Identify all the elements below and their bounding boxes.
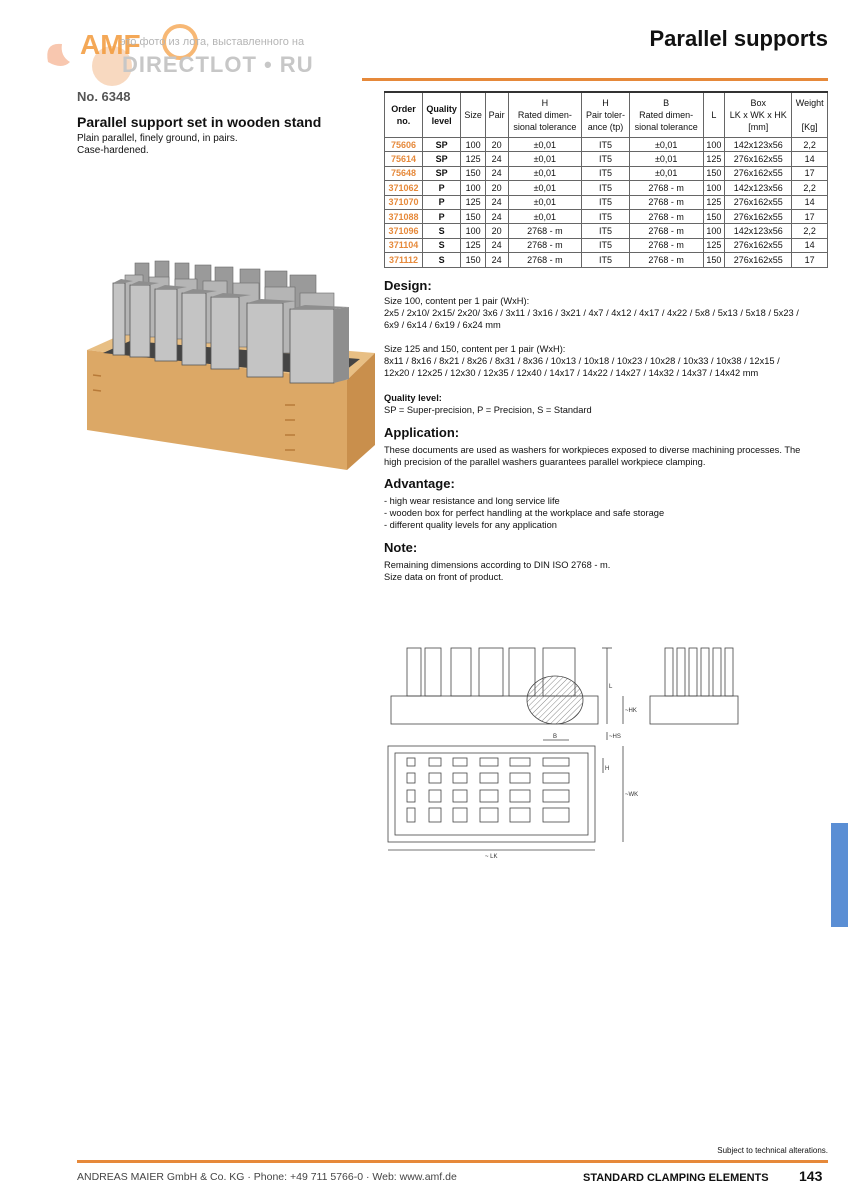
table-row (385, 209, 828, 223)
table-cell: IT5 (582, 152, 630, 166)
dim-label-lk: ~ LK (485, 854, 498, 860)
advantage-item: - wooden box for perfect handling at the workplace and safe storage (384, 508, 665, 518)
dim-label-l: L (609, 684, 613, 690)
column-header: Order no. (385, 92, 423, 138)
note-text: Size data on front of product. (384, 572, 504, 582)
table-cell: 2768 - m (629, 253, 703, 267)
table-cell: ±0,01 (508, 138, 582, 152)
table-cell: 276x162x55 (725, 152, 792, 166)
table-cell: SP (422, 138, 460, 152)
table-cell: 2768 - m (629, 224, 703, 238)
table-cell: 2768 - m (508, 238, 582, 252)
table-cell: ±0,01 (508, 152, 582, 166)
table-cell: 24 (485, 152, 508, 166)
table-cell: 24 (485, 166, 508, 180)
table-cell: 125 (461, 195, 485, 209)
header-divider (362, 78, 828, 81)
application-text: These documents are used as washers for workpieces exposed to diverse machining processes. The (384, 445, 801, 455)
brand-text: AMF (80, 29, 141, 60)
dim-label-h: H (605, 766, 610, 772)
order-number-cell[interactable]: 75614 (385, 152, 423, 166)
table-cell: 276x162x55 (725, 253, 792, 267)
table-row (385, 253, 828, 267)
note-heading: Note: (384, 540, 418, 555)
column-header: Size (461, 92, 485, 138)
table-cell: 2,2 (792, 181, 828, 195)
table-cell: 24 (485, 238, 508, 252)
order-number-cell[interactable]: 371088 (385, 209, 423, 223)
advantage-heading: Advantage: (384, 476, 455, 491)
product-description-line: Plain parallel, finely ground, in pairs. (77, 133, 238, 144)
table-cell: 17 (792, 209, 828, 223)
order-number-cell[interactable]: 75606 (385, 138, 423, 152)
table-cell: 2768 - m (629, 181, 703, 195)
column-header: H Rated dimen- sional tolerance (508, 92, 582, 138)
advantage-item: - high wear resistance and long service life (384, 496, 560, 506)
product-title: Parallel support set in wooden stand (77, 114, 322, 130)
footer-company: ANDREAS MAIER GmbH & Co. KG · Phone: +49 711 5766-0 · Web: www.amf.de (77, 1171, 457, 1183)
table-cell: SP (422, 152, 460, 166)
table-cell: 100 (703, 138, 725, 152)
table-cell: ±0,01 (508, 209, 582, 223)
dim-label-wk: ~WK (625, 792, 639, 798)
table-cell: ±0,01 (629, 138, 703, 152)
order-number-cell[interactable]: 371096 (385, 224, 423, 238)
quality-level-heading: Quality level: (384, 393, 442, 403)
table-cell: 24 (485, 209, 508, 223)
table-cell: S (422, 224, 460, 238)
table-cell: IT5 (582, 238, 630, 252)
table-cell: IT5 (582, 181, 630, 195)
table-cell: 2,2 (792, 138, 828, 152)
table-header-row (385, 92, 828, 138)
table-row (385, 195, 828, 209)
table-row (385, 152, 828, 166)
table-cell: 20 (485, 181, 508, 195)
column-header: L (703, 92, 725, 138)
table-cell: S (422, 238, 460, 252)
table-cell: IT5 (582, 253, 630, 267)
page-title: Parallel supports (649, 26, 828, 51)
footer-section-title: STANDARD CLAMPING ELEMENTS (583, 1172, 769, 1184)
table-cell: SP (422, 166, 460, 180)
table-cell: 14 (792, 195, 828, 209)
design-text: 6x9 / 6x14 / 6x19 / 6x24 mm (384, 320, 501, 330)
table-cell: 125 (703, 152, 725, 166)
design-text: Size 100, content per 1 pair (WxH): (384, 296, 530, 306)
table-cell: P (422, 181, 460, 195)
table-cell: 125 (461, 152, 485, 166)
technical-drawing (385, 640, 775, 860)
design-text: 12x20 / 12x25 / 12x30 / 12x35 / 12x40 / 14x17 / 14x22 / 14x27 / 14x32 / 14x37 / 14x42 mm (384, 368, 759, 378)
table-row (385, 238, 828, 252)
column-header: Box LK x WK x HK [mm] (725, 92, 792, 138)
table-cell: 276x162x55 (725, 209, 792, 223)
table-cell: ±0,01 (508, 166, 582, 180)
order-number-cell[interactable]: 75648 (385, 166, 423, 180)
design-text: Size 125 and 150, content per 1 pair (WxH): (384, 344, 566, 354)
table-cell: 276x162x55 (725, 238, 792, 252)
table-cell: IT5 (582, 224, 630, 238)
table-cell: 100 (461, 224, 485, 238)
table-cell: 276x162x55 (725, 195, 792, 209)
table-row (385, 166, 828, 180)
note-text: Remaining dimensions according to DIN ISO 2768 - m. (384, 560, 611, 570)
table-cell: 276x162x55 (725, 166, 792, 180)
table-cell: ±0,01 (629, 152, 703, 166)
table-cell: 2768 - m (629, 238, 703, 252)
dim-label-hk: ~HK (625, 708, 637, 714)
table-cell: 2768 - m (629, 195, 703, 209)
table-cell: 125 (461, 238, 485, 252)
column-header: Quality level (422, 92, 460, 138)
order-number-cell[interactable]: 371104 (385, 238, 423, 252)
table-cell: 100 (461, 181, 485, 195)
table-cell: 2,2 (792, 224, 828, 238)
table-cell: IT5 (582, 209, 630, 223)
table-cell: 150 (461, 209, 485, 223)
table-cell: 142x123x56 (725, 224, 792, 238)
product-description-line: Case-hardened. (77, 145, 149, 156)
section-side-tab (831, 823, 848, 927)
table-cell: IT5 (582, 138, 630, 152)
watermark-caption: это фото из лота, выставленного на (120, 36, 305, 48)
table-cell: 17 (792, 166, 828, 180)
table-cell: P (422, 195, 460, 209)
table-cell: 150 (461, 166, 485, 180)
table-cell: 20 (485, 138, 508, 152)
table-cell: 24 (485, 253, 508, 267)
product-photo (85, 255, 375, 475)
design-text: 2x5 / 2x10/ 2x15/ 2x20/ 3x6 / 3x11 / 3x16 / 3x21 / 4x7 / 4x12 / 4x17 / 4x22 / 5x8 / 5x13 / 5x18 / 5x23 / (384, 308, 799, 318)
order-number-cell[interactable]: 371062 (385, 181, 423, 195)
design-heading: Design: (384, 278, 432, 293)
dim-label-hs: ~HS (609, 734, 621, 740)
application-text: high precision of the parallel washers guarantees parallel workpiece clamping. (384, 457, 706, 467)
table-cell: 14 (792, 238, 828, 252)
footer-note: Subject to technical alterations. (717, 1146, 828, 1155)
table-cell: 24 (485, 195, 508, 209)
table-cell: 17 (792, 253, 828, 267)
table-cell: 14 (792, 152, 828, 166)
table-cell: ±0,01 (508, 181, 582, 195)
table-cell: 2768 - m (629, 209, 703, 223)
table-row (385, 224, 828, 238)
order-number-cell[interactable]: 371070 (385, 195, 423, 209)
product-number: No. 6348 (77, 89, 131, 104)
table-cell: 2768 - m (508, 224, 582, 238)
advantage-item: - different quality levels for any application (384, 520, 557, 530)
table-cell: S (422, 253, 460, 267)
table-cell: ±0,01 (508, 195, 582, 209)
column-header: Pair (485, 92, 508, 138)
table-row (385, 181, 828, 195)
column-header: Weight [Kg] (792, 92, 828, 138)
table-cell: P (422, 209, 460, 223)
table-row (385, 138, 828, 152)
table-cell: 20 (485, 224, 508, 238)
table-cell: IT5 (582, 166, 630, 180)
dim-label-b: B (553, 734, 558, 740)
table-cell: 100 (703, 224, 725, 238)
table-cell: 150 (703, 253, 725, 267)
table-cell: 142x123x56 (725, 138, 792, 152)
spec-table (384, 91, 828, 268)
table-cell: 142x123x56 (725, 181, 792, 195)
application-heading: Application: (384, 425, 460, 440)
column-header: H Pair toler- ance (tp) (582, 92, 630, 138)
watermark-site: DIRECTLOT • RU (122, 52, 314, 77)
design-text: 8x11 / 8x16 / 8x21 / 8x26 / 8x31 / 8x36 / 10x13 / 10x18 / 10x23 / 10x28 / 10x33 / 10x38 / 12x15 / (384, 356, 780, 366)
table-cell: ±0,01 (629, 166, 703, 180)
table-cell: 100 (703, 181, 725, 195)
table-cell: 100 (461, 138, 485, 152)
table-cell: 150 (703, 166, 725, 180)
table-cell: 150 (703, 209, 725, 223)
footer-divider (77, 1160, 828, 1163)
quality-level-text: SP = Super-precision, P = Precision, S = Standard (384, 405, 592, 415)
column-header: B Rated dimen- sional tolerance (629, 92, 703, 138)
table-cell: 150 (461, 253, 485, 267)
table-cell: 125 (703, 195, 725, 209)
page-number: 143 (799, 1168, 823, 1184)
table-cell: 2768 - m (508, 253, 582, 267)
table-cell: IT5 (582, 195, 630, 209)
table-cell: 125 (703, 238, 725, 252)
order-number-cell[interactable]: 371112 (385, 253, 423, 267)
